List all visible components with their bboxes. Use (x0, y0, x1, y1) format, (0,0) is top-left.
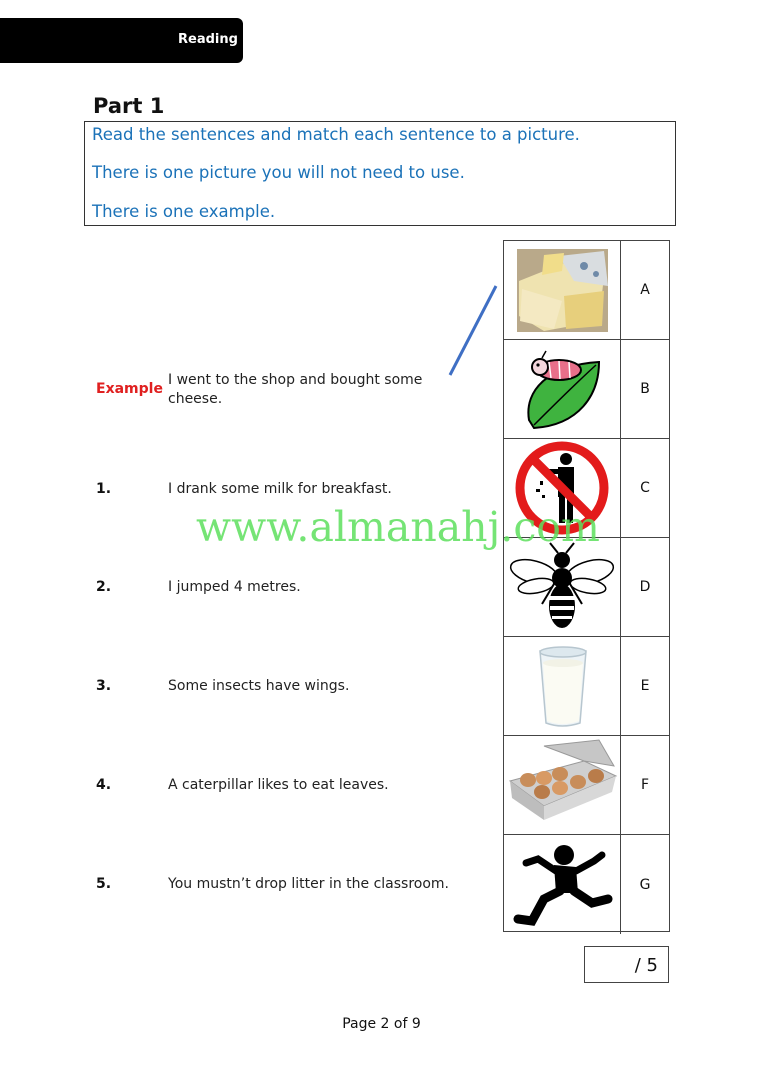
question-text: Some insects have wings. (168, 678, 350, 694)
question-text: You mustn’t drop litter in the classroom. (168, 876, 450, 892)
picture-cell (504, 736, 621, 835)
picture-letter: C (621, 439, 669, 538)
instructions-box (84, 121, 676, 226)
question-number: 3. (96, 678, 112, 694)
picture-letter: F (621, 736, 669, 835)
picture-letter: D (621, 538, 669, 637)
instruction-line: Read the sentences and match each sentence to a picture. (92, 125, 580, 144)
instruction-line: There is one picture you will not need to use. (92, 163, 465, 182)
watermark: www.almanahj.com (196, 503, 600, 551)
score-box: / 5 (584, 946, 669, 983)
section-tab-label: Reading (178, 32, 238, 47)
picture-letter: B (621, 340, 669, 439)
question-number: 4. (96, 777, 112, 793)
question-text: A caterpillar likes to eat leaves. (168, 777, 389, 793)
picture-letter: G (639, 876, 651, 893)
picture-cell (504, 241, 621, 340)
caterpillar-on-leaf-icon (504, 340, 620, 439)
example-match-line (440, 280, 510, 380)
picture-cell (504, 340, 621, 439)
picture-table (503, 240, 670, 932)
bee-icon (504, 538, 620, 637)
picture-cell (504, 835, 621, 934)
question-number: 1. (96, 481, 112, 497)
example-sentence-line2: cheese. (168, 391, 223, 407)
egg-carton-icon (504, 736, 620, 835)
picture-letter: E (621, 637, 669, 736)
cheese-icon (504, 241, 620, 340)
picture-cell (504, 538, 621, 637)
glass-of-milk-icon (504, 637, 620, 736)
picture-cell (504, 637, 621, 736)
question-number: 5. (96, 876, 112, 892)
picture-letter: A (621, 241, 669, 340)
example-label: Example (96, 381, 163, 397)
question-text: I drank some milk for breakfast. (168, 481, 392, 497)
jumping-child-icon (504, 835, 620, 934)
question-text: I jumped 4 metres. (168, 579, 301, 595)
part-title: Part 1 (93, 94, 165, 118)
page-number: Page 2 of 9 (342, 1016, 421, 1032)
instruction-line: There is one example. (92, 202, 276, 221)
question-number: 2. (96, 579, 112, 595)
section-tab (0, 18, 243, 63)
example-sentence-line1: I went to the shop and bought some (168, 372, 423, 388)
